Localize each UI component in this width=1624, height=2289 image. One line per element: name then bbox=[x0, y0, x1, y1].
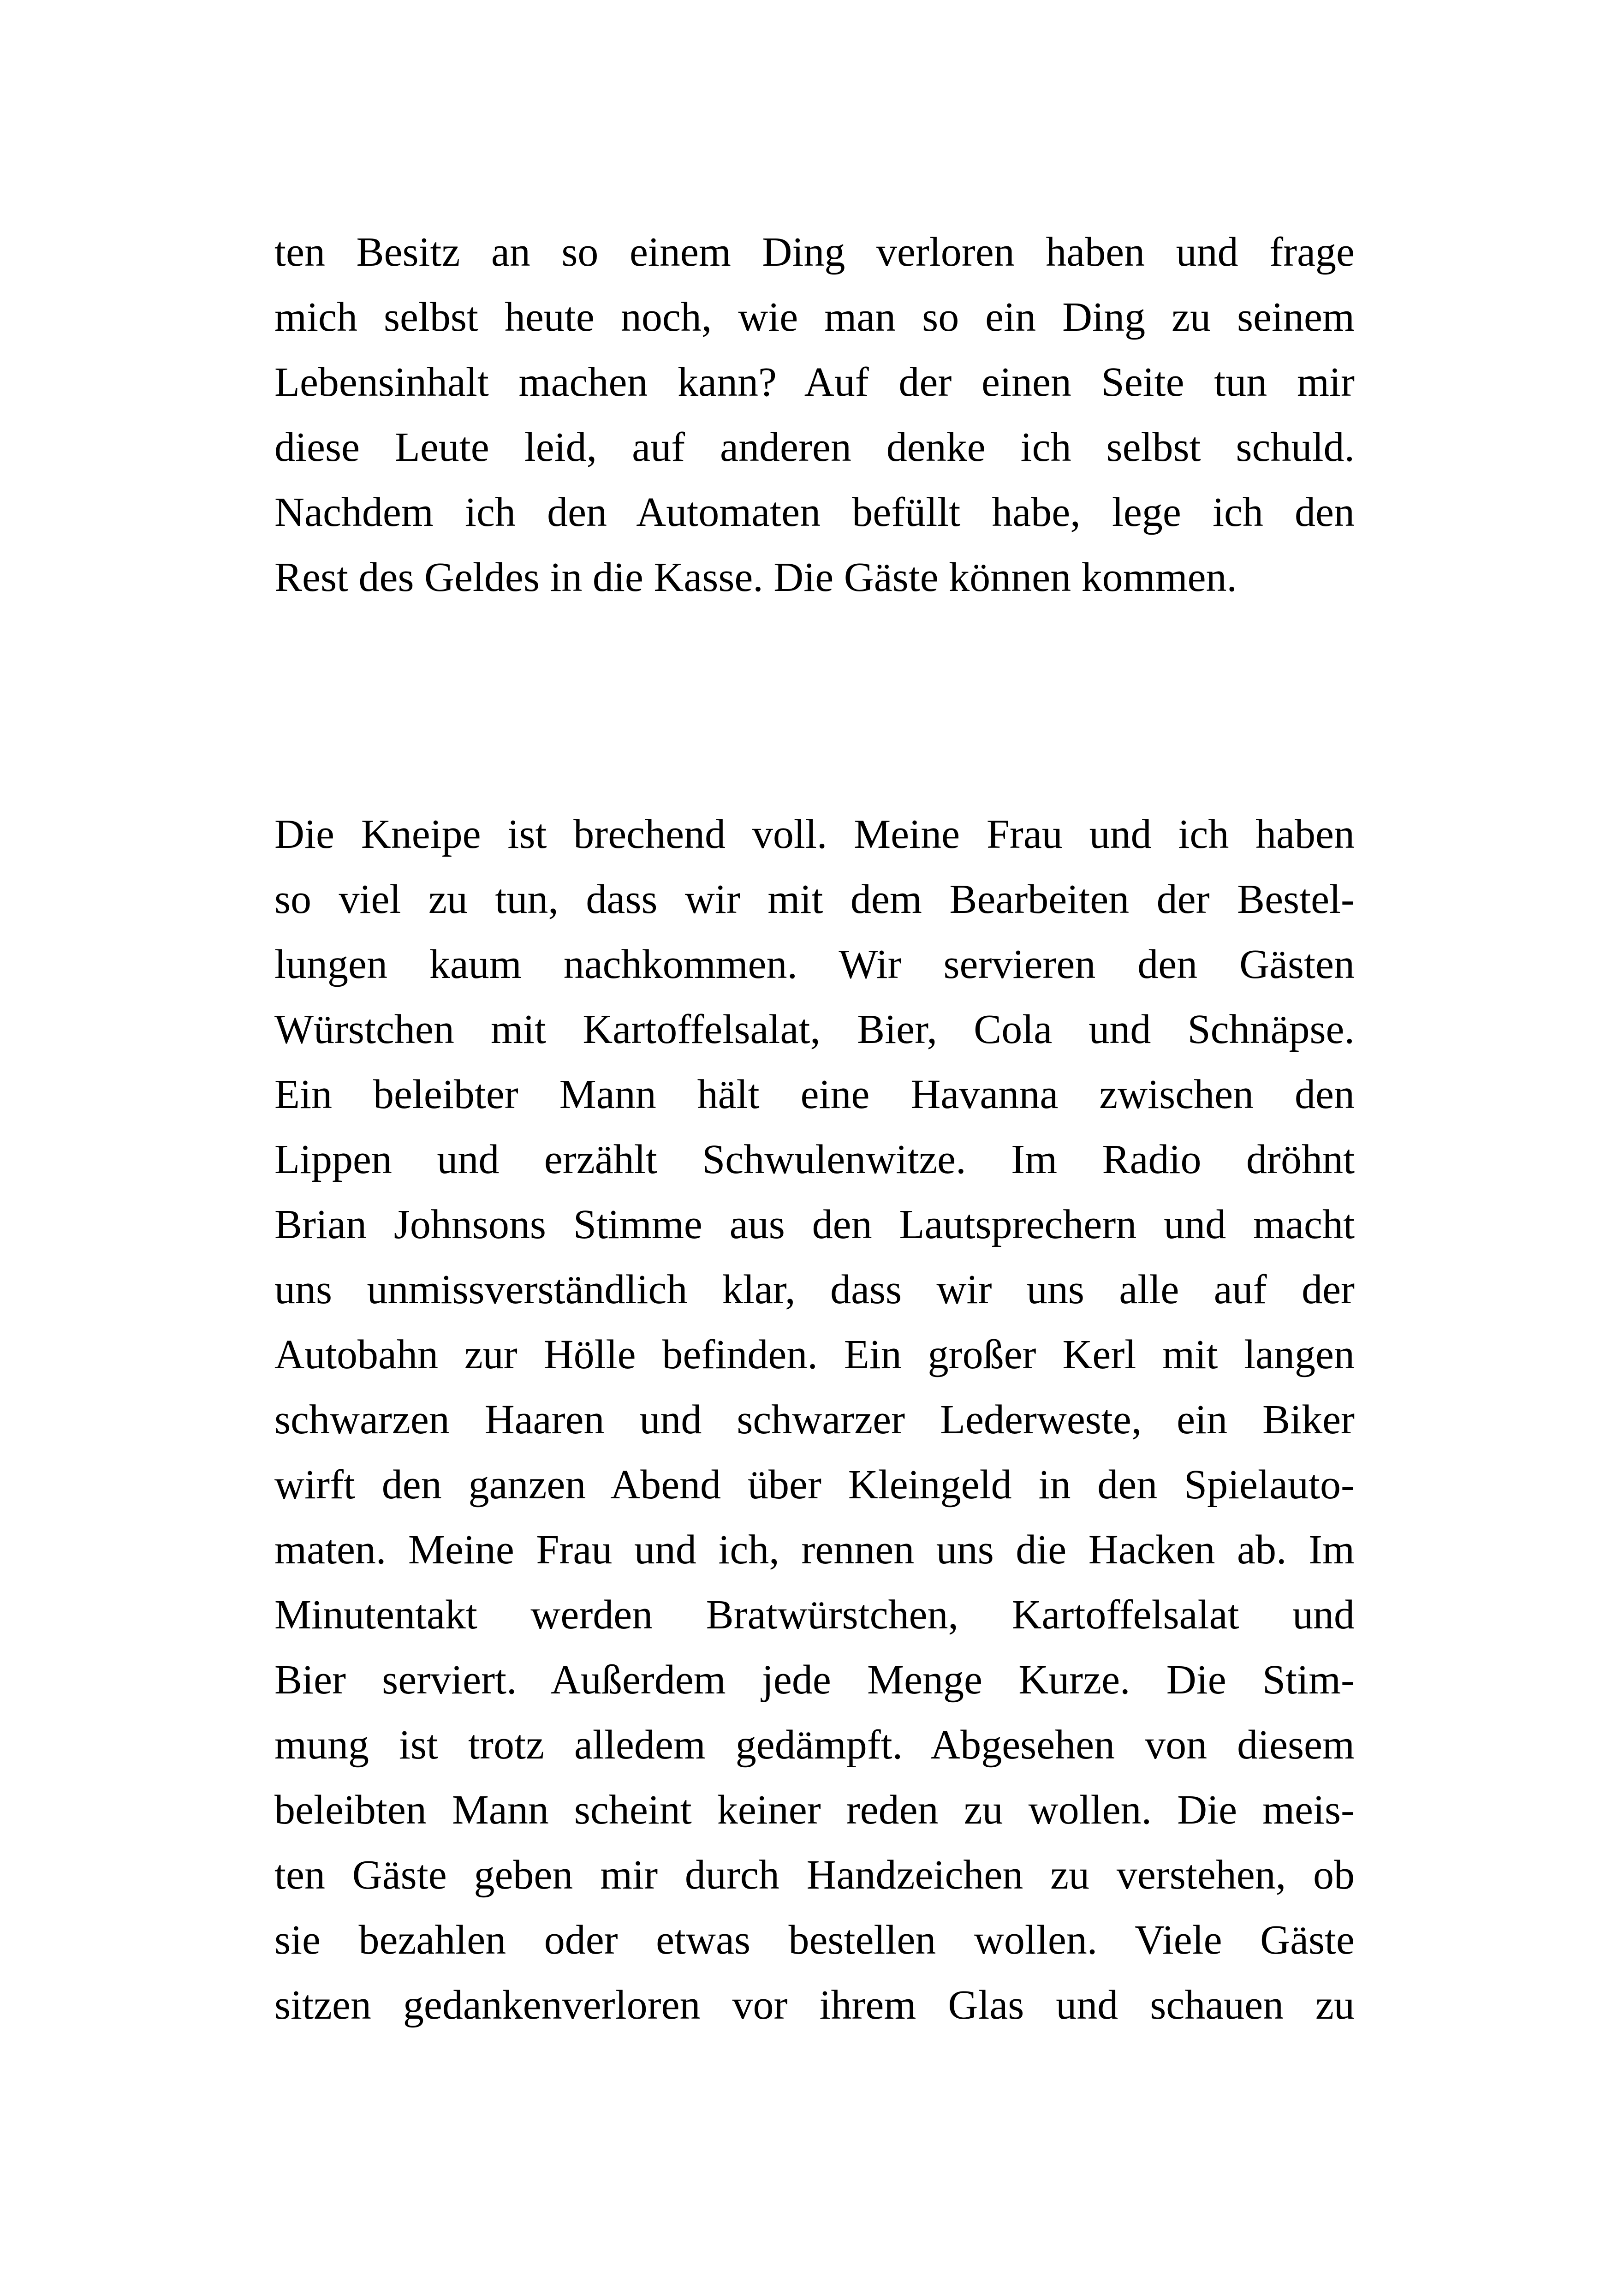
text-line: ten Besitz an so einem Ding verloren haben und frage bbox=[274, 229, 1355, 275]
text-line: Rest des Geldes in die Kasse. Die Gäste können kommen. bbox=[274, 554, 1237, 600]
text-line: mung ist trotz alledem gedämpft. Abgesehen von diesem bbox=[274, 1722, 1355, 1768]
text-line: Minutentakt werden Bratwürstchen, Kartoffelsalat und bbox=[274, 1592, 1355, 1638]
text-line: sie bezahlen oder etwas bestellen wollen. Viele Gäste bbox=[274, 1917, 1355, 1963]
paragraph-1 bbox=[274, 220, 1355, 610]
text-line: Lippen und erzählt Schwulenwitze. Im Radio dröhnt bbox=[274, 1137, 1355, 1182]
text-line: sitzen gedankenverloren vor ihrem Glas und schauen zu bbox=[274, 1982, 1355, 2028]
text-line: Lebensinhalt machen kann? Auf der einen Seite tun mir bbox=[274, 359, 1355, 405]
paragraph-2 bbox=[274, 802, 1355, 2038]
text-line: Autobahn zur Hölle befinden. Ein großer Kerl mit langen bbox=[274, 1332, 1355, 1377]
text-line: maten. Meine Frau und ich, rennen uns die Hacken ab. Im bbox=[274, 1527, 1355, 1573]
text-line: Bier serviert. Außerdem jede Menge Kurze. Die Stim- bbox=[274, 1657, 1355, 1703]
text-line: Würstchen mit Kartoffelsalat, Bier, Cola und Schnäpse. bbox=[274, 1007, 1355, 1052]
text-line: uns unmissverständlich klar, dass wir uns alle auf der bbox=[274, 1267, 1355, 1312]
text-line: Die Kneipe ist brechend voll. Meine Frau und ich haben bbox=[274, 811, 1355, 857]
text-line: wirft den ganzen Abend über Kleingeld in den Spielauto- bbox=[274, 1462, 1355, 1508]
text-line: ten Gäste geben mir durch Handzeichen zu verstehen, ob bbox=[274, 1852, 1355, 1898]
text-line: Ein beleibter Mann hält eine Havanna zwischen den bbox=[274, 1072, 1355, 1117]
text-line: beleibten Mann scheint keiner reden zu wollen. Die meis- bbox=[274, 1787, 1355, 1833]
text-line: diese Leute leid, auf anderen denke ich selbst schuld. bbox=[274, 424, 1355, 470]
text-line: so viel zu tun, dass wir mit dem Bearbeiten der Bestel- bbox=[274, 876, 1355, 922]
text-line: schwarzen Haaren und schwarzer Lederweste, ein Biker bbox=[274, 1397, 1355, 1443]
text-line: Brian Johnsons Stimme aus den Lautsprechern und macht bbox=[274, 1202, 1355, 1247]
text-line: mich selbst heute noch, wie man so ein Ding zu seinem bbox=[274, 294, 1355, 340]
text-line: lungen kaum nachkommen. Wir servieren den Gästen bbox=[274, 942, 1355, 987]
text-line: Nachdem ich den Automaten befüllt habe, lege ich den bbox=[274, 489, 1355, 535]
